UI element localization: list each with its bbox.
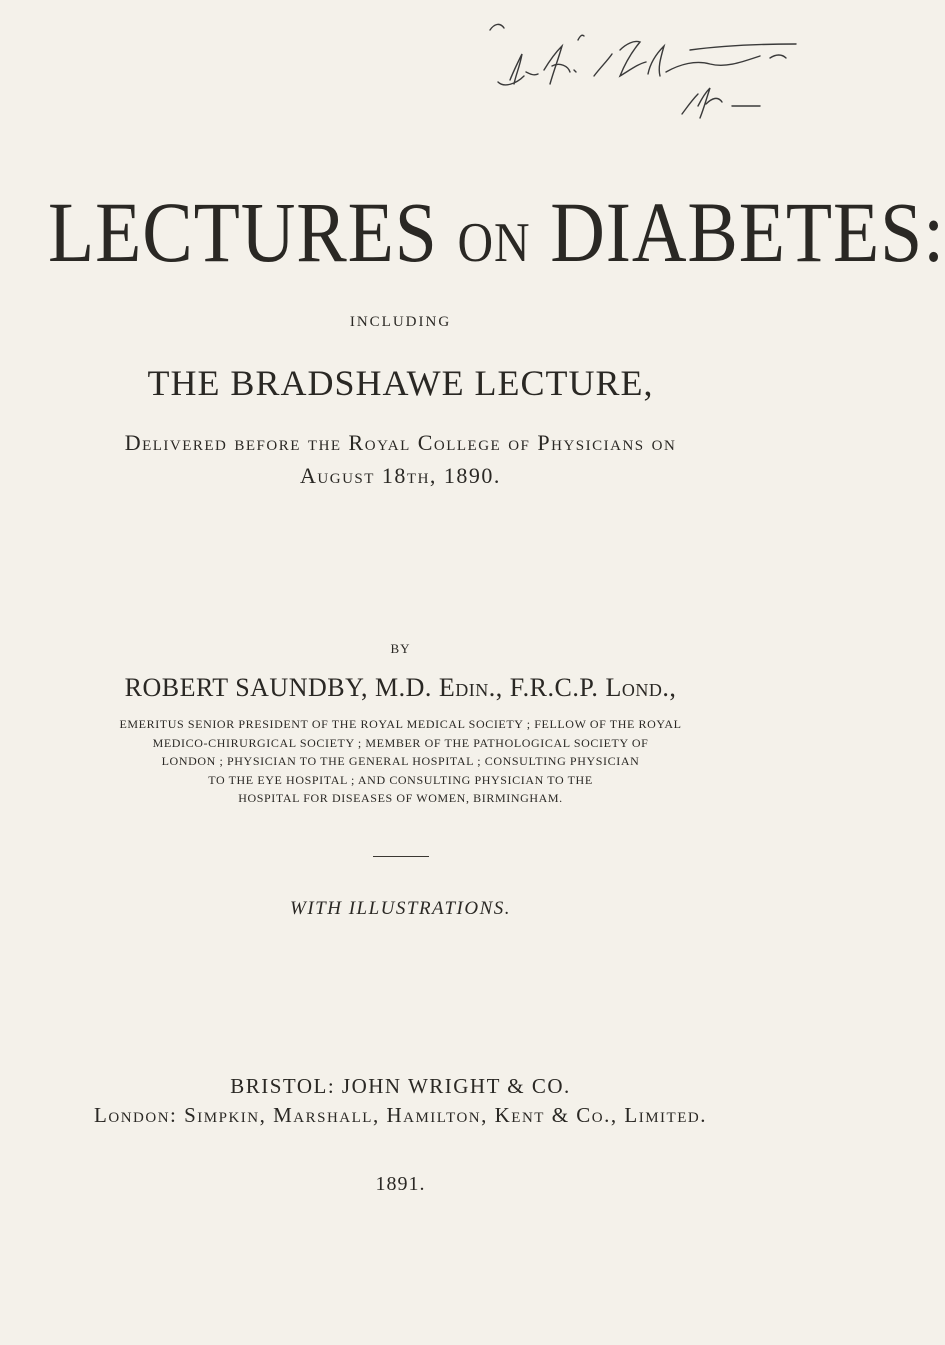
lecture-date: August 18th, 1890. — [300, 463, 501, 488]
credentials-line: TO THE EYE HOSPITAL ; AND CONSULTING PHYSICIAN TO THE — [208, 772, 593, 787]
publication-year: 1891. — [375, 1173, 426, 1195]
subtitle: THE BRADSHAWE LECTURE, — [147, 363, 654, 403]
title-part1: LECTURES — [48, 184, 438, 280]
london-publisher-line: London: Simpkin, Marshall, Hamilton, Kent & Co., Limited. — [94, 1103, 707, 1127]
author-name: ROBERT SAUNDBY, M.D. — [124, 673, 432, 702]
delivered-line: Delivered before the Royal College of Physicians on — [124, 430, 677, 455]
main-title — [48, 182, 945, 293]
author-degree-lond: Lond., — [605, 673, 677, 702]
author-line — [0, 673, 801, 703]
illustrations-note: WITH ILLUSTRATIONS. — [290, 898, 511, 919]
author-degree-edin: Edin. — [438, 673, 496, 702]
publisher-line: BRISTOL: JOHN WRIGHT & CO. — [230, 1074, 571, 1098]
divider-rule — [373, 856, 429, 857]
credentials-line: LONDON ; PHYSICIAN TO THE GENERAL HOSPITAL ; CONSULTING PHYSICIAN — [161, 754, 640, 768]
credentials-line: MEDICO-CHIRURGICAL SOCIETY ; MEMBER OF THE PATHOLOGICAL SOCIETY OF — [152, 735, 649, 750]
including-label: INCLUDING — [349, 314, 452, 330]
title-part2: ON — [457, 212, 531, 274]
by-label: BY — [390, 641, 411, 656]
credentials-line: EMERITUS SENIOR PRESIDENT OF THE ROYAL MEDICAL SOCIETY ; FELLOW OF THE ROYAL — [119, 717, 682, 731]
title-part3: DIABETES: — [550, 184, 945, 280]
author-credentials — [0, 715, 801, 808]
handwritten-signature — [470, 10, 800, 120]
author-degree-frcp: , F.R.C.P. — [495, 673, 599, 702]
credentials-line: HOSPITAL FOR DISEASES OF WOMEN, BIRMINGHAM. — [238, 791, 563, 805]
